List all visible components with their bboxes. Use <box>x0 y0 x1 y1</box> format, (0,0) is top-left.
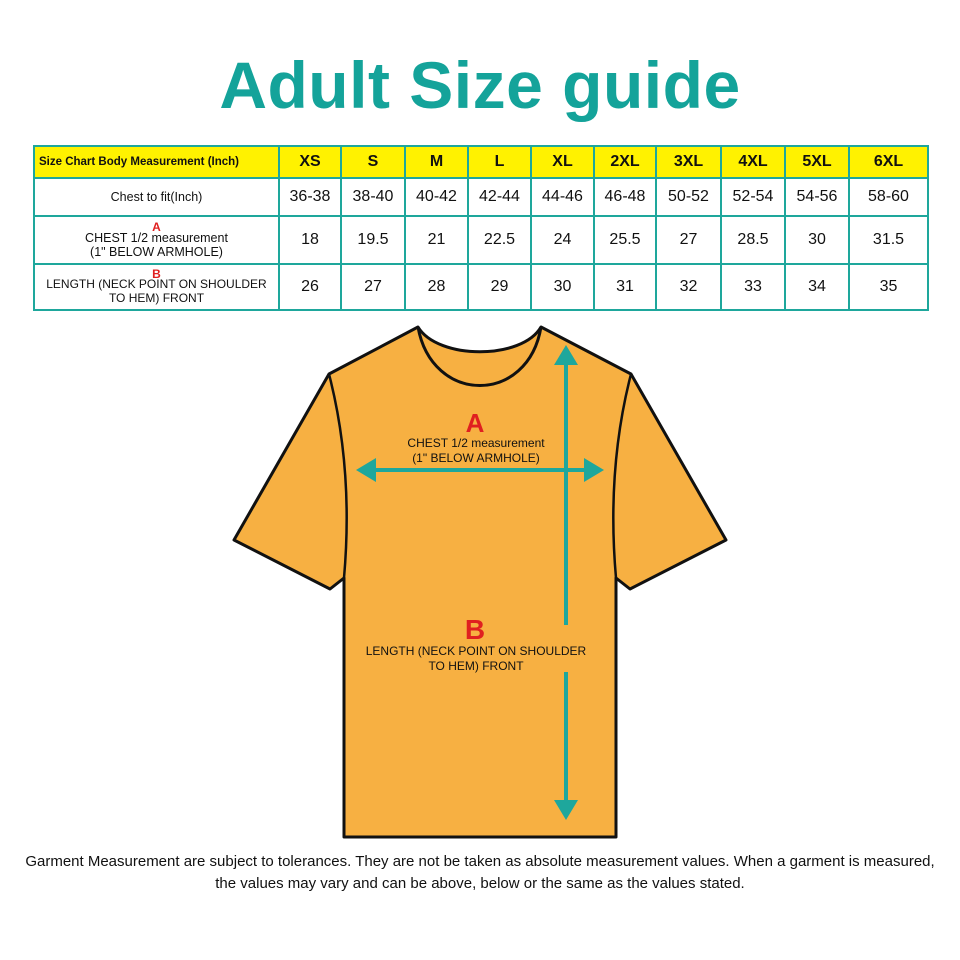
chest-label-line2: (1" BELOW ARMHOLE) <box>412 451 540 465</box>
table-cell: 42-44 <box>468 178 531 216</box>
marker-b: B <box>464 614 486 645</box>
table-cell: 38-40 <box>341 178 405 216</box>
table-cell: 54-56 <box>785 178 849 216</box>
table-cell: 18 <box>279 216 341 264</box>
tshirt-shape <box>234 327 726 837</box>
table-cell: 58-60 <box>849 178 928 216</box>
table-cell: 28.5 <box>721 216 785 264</box>
table-cell: 30 <box>785 216 849 264</box>
table-cell: 31 <box>594 264 656 310</box>
table-cell: 28 <box>405 264 468 310</box>
table-cell: 26 <box>279 264 341 310</box>
table-cell: 33 <box>721 264 785 310</box>
size-header: 6XL <box>849 146 928 178</box>
marker-a: A <box>465 408 485 438</box>
chest-label-line1: CHEST 1/2 measurement <box>407 436 545 450</box>
size-header: XL <box>531 146 594 178</box>
table-cell: 29 <box>468 264 531 310</box>
table-cell: 30 <box>531 264 594 310</box>
tolerance-note: Garment Measurement are subject to tolerances. They are not be taken as absolute measurement values. When a garment is measured, the values may vary and can be above, below or the same as the values stated. <box>25 853 935 892</box>
table-cell: 35 <box>849 264 928 310</box>
size-header: S <box>341 146 405 178</box>
table-cell: 19.5 <box>341 216 405 264</box>
table-cell: 22.5 <box>468 216 531 264</box>
table-corner-label: Size Chart Body Measurement (Inch) <box>34 146 279 178</box>
page-title: Adult Size guide <box>219 48 741 122</box>
row-label-line2: TO HEM) FRONT <box>108 291 205 305</box>
size-header: XS <box>279 146 341 178</box>
size-header: L <box>468 146 531 178</box>
size-header: 4XL <box>721 146 785 178</box>
row-label-line1: LENGTH (NECK POINT ON SHOULDER <box>46 277 267 292</box>
size-header: M <box>405 146 468 178</box>
table-cell: 31.5 <box>849 216 928 264</box>
size-header: 2XL <box>594 146 656 178</box>
marker-b-label: B <box>152 267 161 282</box>
table-cell: 21 <box>405 216 468 264</box>
marker-a-label: A <box>152 219 161 234</box>
row-label-line2: (1" BELOW ARMHOLE) <box>90 245 223 259</box>
table-cell: 27 <box>656 216 721 264</box>
table-cell: 25.5 <box>594 216 656 264</box>
row-label-line1: CHEST 1/2 measurement <box>85 230 228 245</box>
table-cell: 40-42 <box>405 178 468 216</box>
size-header: 5XL <box>785 146 849 178</box>
table-cell: 34 <box>785 264 849 310</box>
table-cell: 36-38 <box>279 178 341 216</box>
table-cell: 46-48 <box>594 178 656 216</box>
table-cell: 32 <box>656 264 721 310</box>
size-header: 3XL <box>656 146 721 178</box>
length-label-line2: TO HEM) FRONT <box>428 659 524 673</box>
table-cell: 24 <box>531 216 594 264</box>
table-cell: 52-54 <box>721 178 785 216</box>
table-cell: 27 <box>341 264 405 310</box>
length-label-line1: LENGTH (NECK POINT ON SHOULDER <box>365 644 587 658</box>
row-label-chest-to-fit: Chest to fit(Inch) <box>34 178 279 216</box>
table-cell: 50-52 <box>656 178 721 216</box>
table-cell: 44-46 <box>531 178 594 216</box>
